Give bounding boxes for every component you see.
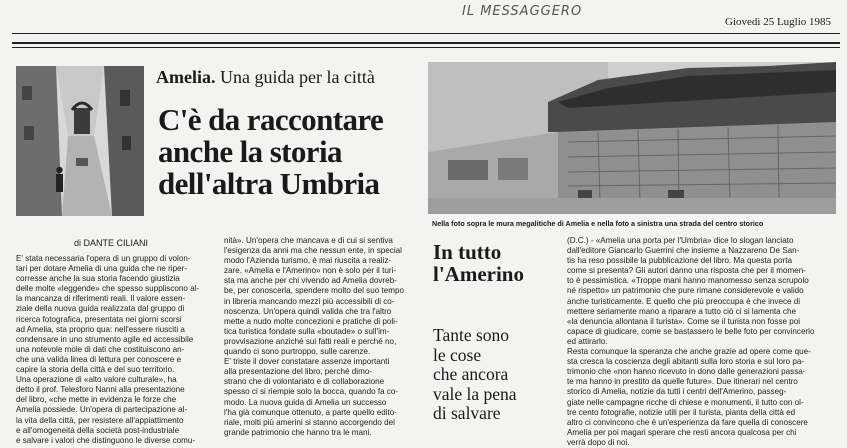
text-line: giate nelle campagne ricche di chiese e monumenti, il tutto con ol- (567, 397, 804, 407)
text-line: verrà dopo di noi. (567, 437, 630, 447)
text-line: in libreria mancando mezzi più accessibili di co- (224, 296, 395, 306)
sidebar-headline-line: In tutto (433, 240, 502, 264)
pull-quote-line: le cose (433, 344, 482, 365)
article-column-2 (224, 236, 420, 438)
text-line: ricerca fotografica, presentata nei giorni scorsi (16, 314, 182, 324)
text-line: sta ma anche per chi vivendo ad Amelia dovreb- (224, 276, 397, 286)
text-line: tre cento fotografie, notizie utili per il turista, pianta della città ed (567, 407, 796, 417)
text-line: tis ha reso possibile la pubblicazione del libro. Ma questa porta (567, 256, 792, 266)
text-line: modo l'Azienda turismo, è mai riuscita a realiz- (224, 256, 392, 266)
sidebar-headline-line: l'Amerino (433, 262, 524, 286)
text-line: storico di Amelia, notizie da tutti i centri dell'Amerino, passeg- (567, 387, 787, 397)
text-line: tari per dotare Amelia di una guida che ne riper- (16, 264, 187, 274)
kicker-place: Amelia. (156, 67, 216, 87)
pull-quote-line: Tante sono (433, 325, 510, 345)
text-line: alla presentazione del libro, perché dimo- (224, 367, 373, 377)
text-line: modo. La nuova guida di Amelia un successo (224, 397, 387, 407)
article-headline (158, 104, 428, 200)
article-column-4 (567, 236, 837, 448)
text-line: delle molte «leggende» che spesso suppliscono al- (16, 284, 200, 294)
text-line: una notevole mole di dati che costituiscono an- (16, 344, 185, 354)
sidebar-pull-quote (433, 326, 517, 424)
street-photo (16, 66, 144, 216)
top-rule (12, 33, 840, 34)
text-line: come si presenta? Gli autori danno una risposta che per il momen- (567, 266, 806, 276)
text-line: detto il prof. Telesforo Nanni alla presentazione (16, 385, 185, 395)
text-line: la mancanza di riferimenti reali. Il valore essen- (16, 294, 186, 304)
text-line: to è pessimistica. «Troppe mani hanno manomesso senza scrupolo (567, 276, 809, 286)
text-line: zare. «Amelia e l'Amerino» non è solo per il turi- (224, 266, 397, 276)
text-line: grande patrimonio che hanno tra le mani. (224, 427, 372, 437)
text-line: l'esigenza da anni ma che nessun ente, in special (224, 246, 402, 256)
headline-line: dell'altra Umbria (158, 166, 380, 201)
text-line: nità». Un'opera che mancava e di cui si sentiva (224, 236, 393, 245)
text-line: Amelia per poi magari sperare che resti ancora qualcosa per chi (567, 427, 797, 437)
text-line: capire la storia della città e del suo territorio. (16, 365, 175, 375)
text-line: Resta comunque la speranza che anche grazie ad opere come que- (567, 347, 811, 357)
text-line: (D.C.) - «Amelia una porta per l'Umbria» dice lo slogan lanciato (567, 236, 794, 245)
text-line: dall'editore Giancarlo Guerrini che insieme a Nazzareno De San- (567, 246, 800, 256)
sidebar-headline (433, 241, 524, 285)
pull-quote-line: vale la pena (433, 383, 517, 404)
text-line: che una valida linea di lettura per conoscere e (16, 354, 182, 364)
text-line: noscenza. Un'opera quindi valida che tra l'altro (224, 306, 392, 316)
text-line: riale, molti più amerini si stanno accorgendo del (224, 417, 395, 427)
text-line: te ma hanno in prestito da quelle future». Due itinerari nel centro (567, 377, 798, 387)
text-line: Amelia possiede. Un'opera di partecipazione al- (16, 405, 188, 415)
article-column-1 (16, 254, 218, 446)
text-line: altro ci convincono che è un'esperienza da fare quella di conoscere (567, 417, 808, 427)
text-line: anche turisticamente. E quello che più preoccupa è che invece di (567, 296, 801, 306)
text-line: capace di giudicare, come se bastassero le belle foto per convincerlo (567, 326, 815, 336)
text-line: be, per conoscerla, spendere molto del suo tempo (224, 286, 404, 296)
text-line: né rispetto» un patrimonio che pure rimane considerevole e valido (567, 286, 804, 296)
text-line: E' stata necessaria l'opera di un gruppo di volon- (16, 254, 191, 263)
pull-quote-line: che ancora (433, 364, 509, 384)
top-rule-thin (12, 47, 840, 48)
pull-quote-line: di salvare (433, 403, 501, 423)
publication-date: Giovedì 25 Luglio 1985 (725, 16, 832, 28)
text-line: e salvare i valori che distinguono le diverse comu- (16, 435, 196, 445)
megalithic-walls-photo (428, 62, 836, 214)
byline: di DANTE CILIANI (74, 238, 149, 248)
kicker-text: Una guida per la città (215, 67, 375, 87)
text-line: corresse anche la sua storia facendo giustizia (16, 274, 180, 284)
text-line: ziale della nuova guida realizzata dal gruppo di (16, 304, 185, 314)
text-line: E' triste il dover constatare assenze importanti (224, 357, 390, 367)
text-line: tica turistica fondate sulla «boutade» o sull'im- (224, 326, 390, 336)
text-line: ed attirarlo. (567, 336, 608, 346)
text-line: ad Amelia, sta proprio qua: nell'essere riusciti a (16, 324, 185, 334)
text-line: Una operazione di «alto valore culturale», ha (16, 375, 177, 385)
handwritten-newspaper-name: IL MESSAGGERO (462, 4, 583, 19)
text-line: condensare in uno strumento agile ed accessibile (16, 334, 194, 344)
text-line: l'ha già comunque ottenuto, a parte quello edito- (224, 407, 397, 417)
photo-caption: Nella foto sopra le mura megalitiche di Amelia e nella foto a sinistra una strada del centro storico (432, 219, 764, 228)
text-line: la vita della città, per resistere all'appiattimento (16, 415, 184, 425)
text-line: trimonio che «non hanno ricevuto in dono dalle generazioni passa- (567, 367, 806, 377)
text-line: mette a nudo molte concezioni e pratiche di poli- (224, 316, 398, 326)
article-kicker (156, 67, 375, 88)
text-line: e all'omogeneità della società post-industriale (16, 425, 180, 435)
text-line: del libro, «che mette in evidenza le forze che (16, 395, 177, 405)
text-line: quando ci sono purtroppo, sulle carenze. (224, 347, 371, 357)
text-line: «la denuncia allontana il turista». Come se il turista non fosse poi (567, 316, 801, 326)
headline-line: C'è da raccontare (158, 102, 384, 137)
text-line: provvisazione anziché sui fatti reali e perché no, (224, 336, 397, 346)
text-line: strano che di volontariato e di collaborazione (224, 377, 385, 387)
text-line: sta cresca la coscienza degli abitanti sulla loro storia e sul loro pa- (567, 357, 805, 367)
text-line: mettere seriamente mano a riparare a tutto ciò ci si lamenta che (567, 306, 796, 316)
top-rule-second (12, 42, 840, 44)
headline-line: anche la storia (158, 134, 342, 169)
text-line: spesso ci si riempie solo la bocca, quando fa co- (224, 387, 399, 397)
